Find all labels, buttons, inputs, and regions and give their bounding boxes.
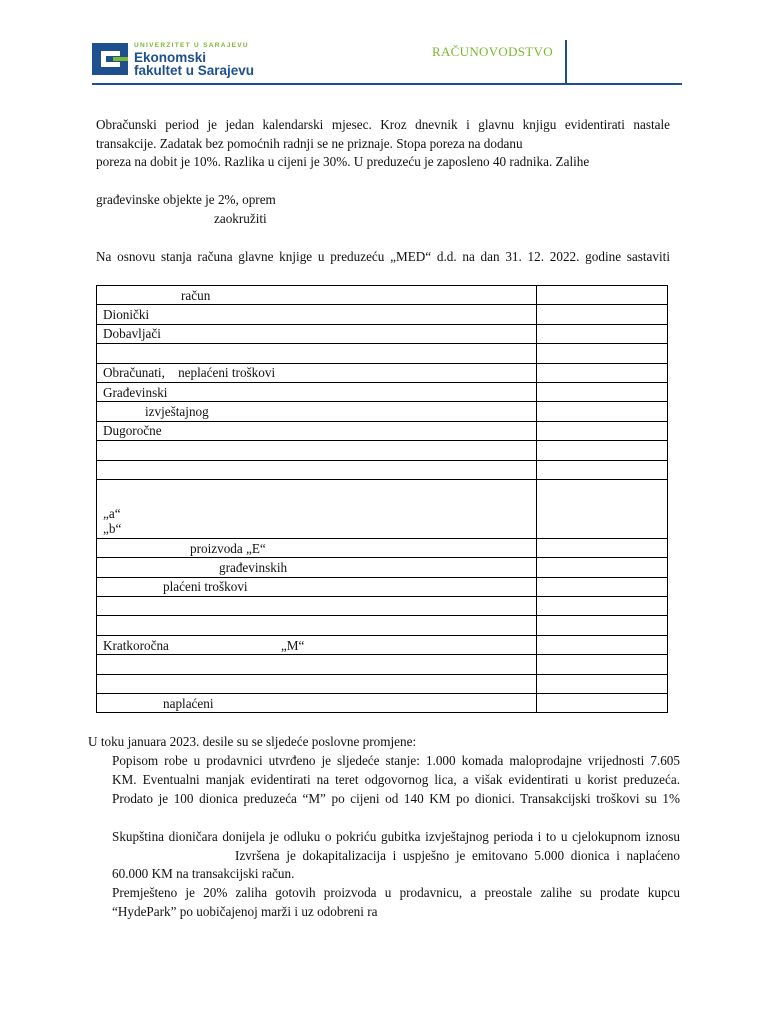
intro-line-5: zaokružiti (214, 211, 267, 226)
table-row (97, 344, 668, 363)
table-row: građevinskih (97, 558, 668, 577)
table-row: naplaćeni (97, 694, 668, 713)
table-row: račun (97, 286, 668, 305)
change-item-4-line-1: Izvršena je dokapitalizacija i uspješno je emitovano 5.000 dionica i naplaćeno (235, 848, 680, 863)
table-row (97, 441, 668, 460)
change-item-4-line-2: 60.000 KM na transakcijski račun. (112, 866, 295, 881)
change-item-5-line-1: Premješteno je 20% zaliha gotovih proizvoda u prodavnicu, a preostale zalihe su prodate kupcu (112, 885, 680, 900)
change-item-1-line-2: KM. Eventualni manjak evidentirati na teret odgovornog lica, a višak evidentirati u korist preduzeća. (112, 772, 680, 787)
intro-line-6: Na osnovu stanja računa glavne knjige u preduzeću „MED“ d.d. na dan 31. 12. 2022. godine sastaviti (96, 249, 670, 264)
table-row: Dobavljači (97, 324, 668, 343)
change-item-1-line-1: Popisom robe u prodavnici utvrđeno je sljedeće stanje: 1.000 komada maloprodajne vrijednosti 7.605 (112, 753, 680, 768)
table-row (97, 597, 668, 616)
table-row (97, 655, 668, 674)
table-row: plaćeni troškovi (97, 577, 668, 596)
changes-heading: U toku januara 2023. desile su se sljedeće poslovne promjene: (88, 734, 417, 749)
intro-line-2: transakcije. Zadatak bez pomoćnih radnji se ne priznaje. Stopa poreza na dodanu (96, 136, 523, 151)
table-row (97, 460, 668, 479)
logo-line-1: Ekonomski (134, 50, 207, 65)
table-row: Dionički (97, 305, 668, 324)
table-row: izvještajnog (97, 402, 668, 421)
table-row (97, 616, 668, 635)
header-horizontal-divider (92, 83, 682, 85)
faculty-logo-icon (92, 43, 128, 75)
change-item-5-line-2: “HydePark” po uobičajenoj marži i uz odobreni ra (112, 904, 378, 919)
table-row: Kratkoročna „M“ (97, 635, 668, 654)
page-title: RAČUNOVODSTVO (432, 44, 553, 59)
intro-line-4: građevinske objekte je 2%, oprem (96, 192, 276, 207)
logo-superscript: UNIVERZITET U SARAJEVU (134, 42, 249, 49)
header-vertical-divider (565, 40, 567, 84)
balance-table (96, 285, 668, 713)
table-row: Dugoročne (97, 421, 668, 440)
table-row: „a“ „b“ (97, 479, 668, 538)
intro-line-1: Obračunski period je jedan kalendarski mjesec. Kroz dnevnik i glavnu knjigu evidentirati nastale (96, 117, 670, 132)
change-item-3: Skupština dioničara donijela je odluku o pokriću gubitka izvještajnog perioda i to u cjelokupnom iznosu (112, 829, 680, 844)
change-item-2: Prodato je 100 dionica preduzeća “M” po cijeni od 140 KM po dionici. Transakcijski troškovi su 1% (112, 791, 680, 806)
table-row: Obračunati, neplaćeni troškovi (97, 363, 668, 382)
intro-line-3: poreza na dobit je 10%. Razlika u cijeni je 30%. U preduzeću je zaposleno 40 radnika. Zalihe (96, 154, 590, 169)
table-row: proizvoda „E“ (97, 538, 668, 557)
logo-line-2: fakultet u Sarajevu (134, 63, 255, 78)
page-header (0, 0, 768, 90)
table-row: Građevinski (97, 382, 668, 401)
table-row (97, 674, 668, 693)
